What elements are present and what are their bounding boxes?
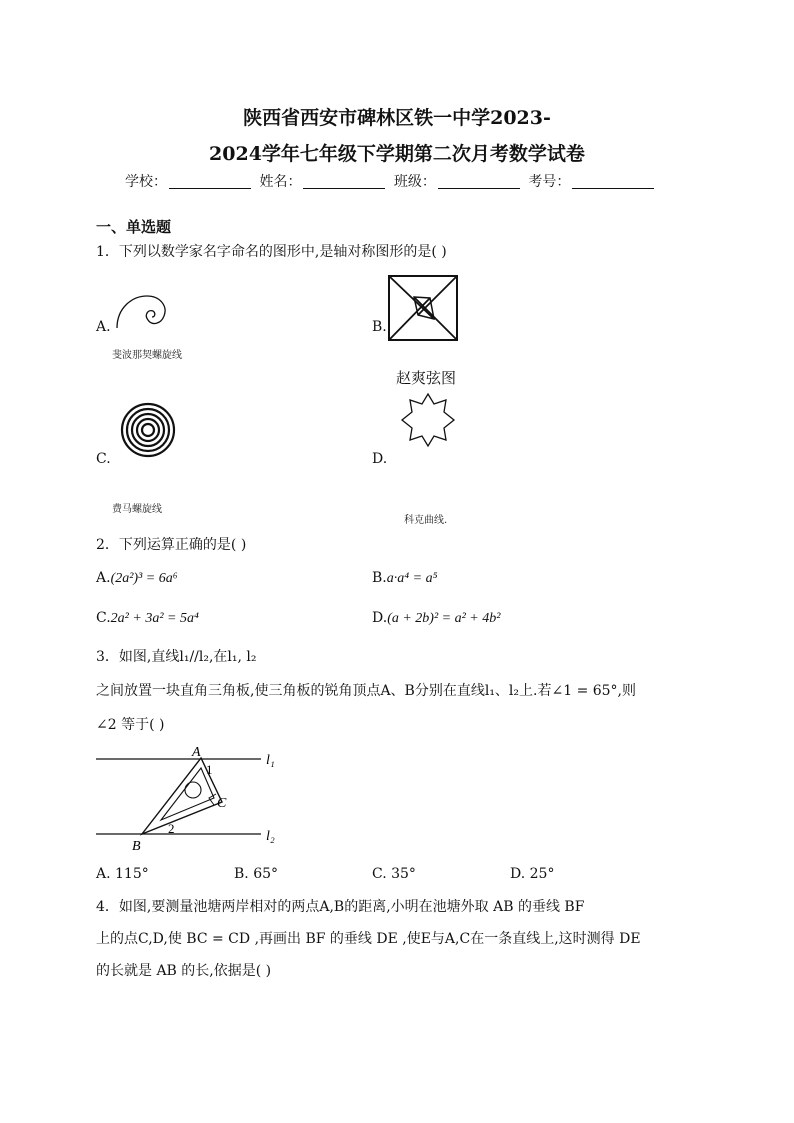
q2-option-d-expr: (a + 2b)² = a² + 4b² [387,611,501,626]
q2-option-b-prefix: B. [372,570,387,586]
q2-option-c-prefix: C. [96,610,111,626]
q1-option-c: C. [96,451,111,467]
name-label: 姓名： [259,174,302,190]
triangle-hole [185,782,201,798]
q3-option-c: C. 35° [372,866,416,882]
q3-option-a: A. 115° [96,866,149,882]
school-blank [169,174,251,189]
q2-option-a-expr: (2a²)³ = 6a⁶ [110,571,178,586]
class-label: 班级： [393,174,436,190]
section-title: 一、单选题 [96,218,172,236]
q2-stem: 2．下列运算正确的是( ) [96,537,247,553]
q3-line3: ∠2 等于( ) [96,717,165,733]
q3-triangle-figure [96,740,296,855]
exam-number-blank [572,174,654,189]
q1-caption-b: 赵爽弦图 [396,369,457,387]
q3-option-b: B. 65° [234,866,279,882]
label-c: C [217,796,227,811]
q1-option-a: A. [96,319,111,335]
q1-stem: 1．下列以数学家名字命名的图形中,是轴对称图形的是( ) [96,244,447,260]
q2-option-b-expr: a·a⁴ = a⁵ [386,571,438,586]
q3-line2: 之间放置一块直角三角板,使三角板的锐角顶点A、B分别在直线l₁、l₂上.若∠1 = 65°,则 [96,683,637,699]
page-title-line1: 陕西省西安市碑林区铁一中学2023- [243,107,551,129]
q2-option-d [372,610,500,627]
label-b: B [132,839,141,854]
class-blank [438,174,520,189]
right-angle-mark [209,794,216,805]
zhao-shuang-diagram-figure [388,275,460,343]
label-angle-2: 2 [168,821,175,836]
q2-option-d-prefix: D. [372,610,388,626]
label-l1: l₁ [266,753,275,768]
label-l2: l₂ [266,829,275,844]
q4-line1: 4．如图,要测量池塘两岸相对的两点A,B的距离,小明在池塘外取 AB 的垂线 BF [96,899,585,915]
q2-option-a-prefix: A. [96,570,111,586]
fermat-spiral-figure [120,402,176,458]
q4-line2: 上的点C,D,使 BC = CD ,再画出 BF 的垂线 DE ,使E与A,C在一条直线上,这时测得 DE [96,931,641,947]
q2-option-c-expr: 2a² + 3a² = 5a⁴ [110,611,199,626]
fibonacci-spiral-figure [112,290,172,330]
q1-option-d: D. [372,451,388,467]
label-angle-1: 1 [206,762,213,777]
q4-line3: 的长就是 AB 的长,依据是( ) [96,963,272,979]
exam-number-label: 考号： [528,174,571,190]
q3-option-d: D. 25° [510,866,555,882]
q1-option-b: B. [372,319,387,335]
q2-option-c [96,610,199,627]
q2-option-b [372,570,437,587]
student-info-row [125,171,658,191]
q1-caption-c: 费马螺旋线 [112,504,162,515]
q3-line1: 3．如图,直线l₁//l₂,在l₁, l₂ [96,649,257,665]
page-title-line2: 2024学年七年级下学期第二次月考数学试卷 [209,143,585,165]
label-a: A [192,745,201,760]
name-blank [303,174,385,189]
q1-caption-d: 科克曲线. [404,515,448,526]
koch-curve-figure [400,392,456,448]
q2-option-a [96,570,178,587]
q1-caption-a: 斐波那契螺旋线 [112,350,182,361]
school-label: 学校： [125,174,167,190]
